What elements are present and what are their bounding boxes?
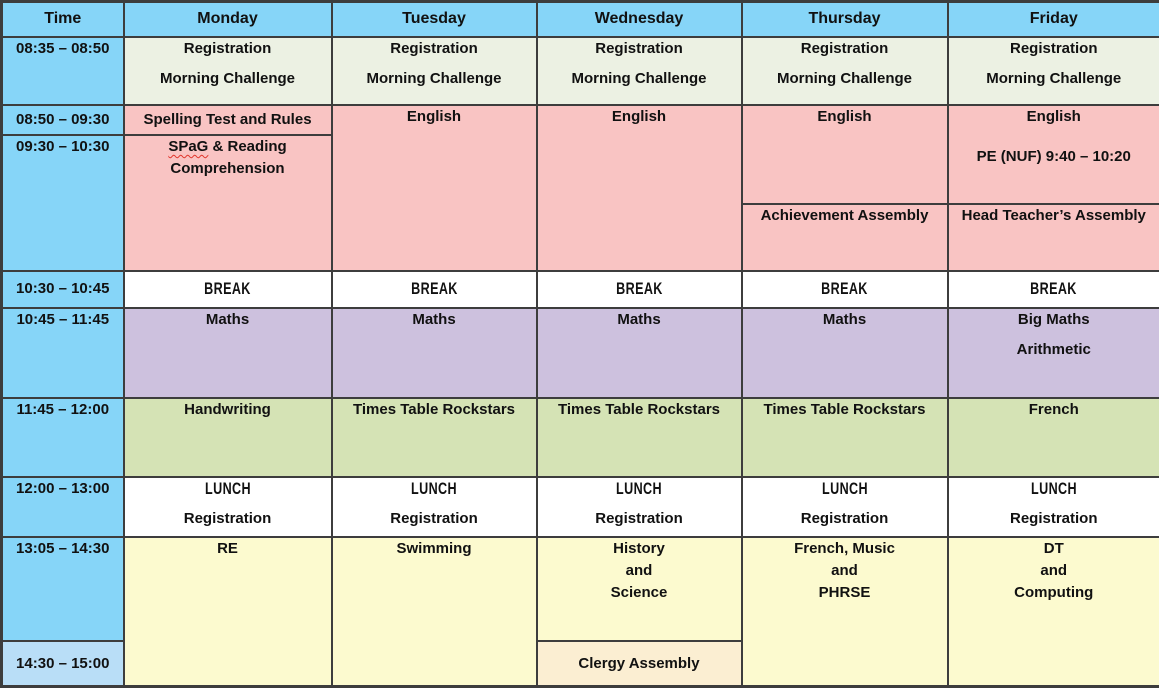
cell-friday-break	[948, 271, 1159, 308]
row-maths	[2, 308, 1159, 398]
label-line: and	[1040, 561, 1068, 579]
cell-friday-english-pe	[948, 105, 1159, 204]
label-line: Registration	[595, 509, 683, 527]
label-text: & Reading	[208, 138, 287, 156]
cell-thursday-maths: Maths	[742, 308, 948, 398]
label-text: BREAK	[821, 278, 868, 298]
row-spelling	[2, 105, 1159, 135]
label-line: Registration	[390, 39, 478, 57]
label-line	[952, 478, 1157, 501]
label-line	[746, 478, 944, 501]
header-cell-tuesday: Tuesday	[332, 2, 537, 37]
label-line	[128, 478, 328, 501]
label-text: LUNCH	[204, 478, 251, 498]
cell-thursday-achievement-assembly: Achievement Assembly	[742, 204, 948, 270]
label-line: Registration	[1009, 509, 1098, 527]
spellcheck-underlined-word: SPaG	[168, 138, 209, 156]
label-line: Morning Challenge	[571, 69, 707, 87]
cell-monday-re: RE	[124, 537, 332, 687]
cell-tuesday-swimming: Swimming	[332, 537, 537, 687]
label-line: Registration	[800, 509, 889, 527]
time-cell-afternoon: 13:05 – 14:30	[2, 537, 124, 641]
row-handwriting	[2, 398, 1159, 476]
cell-friday-registration	[948, 37, 1159, 105]
label-text: BREAK	[1030, 278, 1078, 298]
label-line: French, Music	[794, 539, 895, 557]
time-cell-lunch: 12:00 – 13:00	[2, 477, 124, 537]
row-lunch	[2, 477, 1159, 537]
cell-thursday-lunch	[742, 477, 948, 537]
cell-monday-spag	[124, 135, 332, 271]
time-cell-maths: 10:45 – 11:45	[2, 308, 124, 398]
label-line: Morning Challenge	[986, 69, 1122, 87]
cell-wednesday-english: English	[537, 105, 742, 271]
cell-wednesday-rockstars: Times Table Rockstars	[537, 398, 742, 476]
label-line: Science	[610, 583, 668, 601]
label-text: BREAK	[615, 278, 663, 298]
label-text: BREAK	[204, 278, 251, 298]
header-cell-thursday: Thursday	[742, 2, 948, 37]
cell-tuesday-lunch	[332, 477, 537, 537]
time-cell-break: 10:30 – 10:45	[2, 271, 124, 308]
cell-monday-registration	[124, 37, 332, 105]
label-text: LUNCH	[411, 478, 457, 498]
cell-friday-dt-computing	[948, 537, 1159, 687]
label-line: Registration	[183, 509, 272, 527]
label-line	[336, 478, 533, 501]
header-row	[2, 2, 1159, 37]
header-cell-friday: Friday	[948, 2, 1159, 37]
cell-wednesday-break	[537, 271, 742, 308]
cell-thursday-break	[742, 271, 948, 308]
cell-thursday-registration	[742, 37, 948, 105]
time-cell-spag: 09:30 – 10:30	[2, 135, 124, 271]
cell-friday-french: French	[948, 398, 1159, 476]
label-line	[541, 478, 738, 501]
header-cell-wednesday: Wednesday	[537, 2, 742, 37]
cell-wednesday-registration	[537, 37, 742, 105]
row-registration	[2, 37, 1159, 105]
label-line: Registration	[595, 39, 683, 57]
cell-monday-break	[124, 271, 332, 308]
label-text: LUNCH	[616, 478, 662, 498]
cell-tuesday-registration	[332, 37, 537, 105]
label-line: History	[613, 539, 665, 557]
cell-friday-head-teachers-assembly: Head Teacher’s Assembly	[948, 204, 1159, 270]
label-line: DT	[1043, 539, 1064, 557]
time-cell-end-of-day: 14:30 – 15:00	[2, 641, 124, 686]
cell-friday-lunch	[948, 477, 1159, 537]
cell-thursday-french-music-phrse	[742, 537, 948, 687]
time-cell-handwriting: 11:45 – 12:00	[2, 398, 124, 476]
time-cell-registration: 08:35 – 08:50	[2, 37, 124, 105]
label-text: LUNCH	[1030, 478, 1077, 498]
label-line: PE (NUF) 9:40 – 10:20	[976, 147, 1131, 165]
label-line: Registration	[183, 39, 272, 57]
label-line: Registration	[800, 39, 889, 57]
label-line: Big Maths	[1017, 310, 1090, 328]
cell-wednesday-history-science	[537, 537, 742, 641]
cell-tuesday-maths: Maths	[332, 308, 537, 398]
label-line: English	[1026, 107, 1081, 125]
label-line: Morning Challenge	[777, 69, 912, 87]
row-afternoon	[2, 537, 1159, 641]
label-line: and	[625, 561, 653, 579]
cell-thursday-english: English	[742, 105, 948, 204]
cell-wednesday-clergy-assembly: Clergy Assembly	[537, 641, 742, 686]
cell-wednesday-maths: Maths	[537, 308, 742, 398]
label-line: Computing	[1014, 583, 1094, 601]
cell-tuesday-break	[332, 271, 537, 308]
cell-friday-big-maths	[948, 308, 1159, 398]
time-cell-spelling: 08:50 – 09:30	[2, 105, 124, 135]
row-break	[2, 271, 1159, 308]
cell-wednesday-lunch	[537, 477, 742, 537]
label-line: Arithmetic	[1016, 340, 1091, 358]
label-text: LUNCH	[821, 478, 868, 498]
label-line: Morning Challenge	[160, 69, 295, 87]
header-cell-time: Time	[2, 2, 124, 37]
cell-monday-lunch	[124, 477, 332, 537]
label-line: Registration	[1009, 39, 1098, 57]
header-cell-monday: Monday	[124, 2, 332, 37]
label-text: BREAK	[410, 278, 458, 298]
cell-tuesday-english: English	[332, 105, 537, 271]
label-line: Registration	[390, 509, 478, 527]
cell-thursday-rockstars: Times Table Rockstars	[742, 398, 948, 476]
label-line: and	[831, 561, 858, 579]
label-line: PHRSE	[818, 583, 871, 601]
cell-monday-spelling-test: Spelling Test and Rules	[124, 105, 332, 135]
label-line: Comprehension	[170, 160, 285, 178]
cell-monday-handwriting: Handwriting	[124, 398, 332, 476]
cell-tuesday-rockstars: Times Table Rockstars	[332, 398, 537, 476]
label-line: Morning Challenge	[366, 69, 502, 87]
cell-monday-maths: Maths	[124, 308, 332, 398]
label-line	[128, 136, 328, 158]
